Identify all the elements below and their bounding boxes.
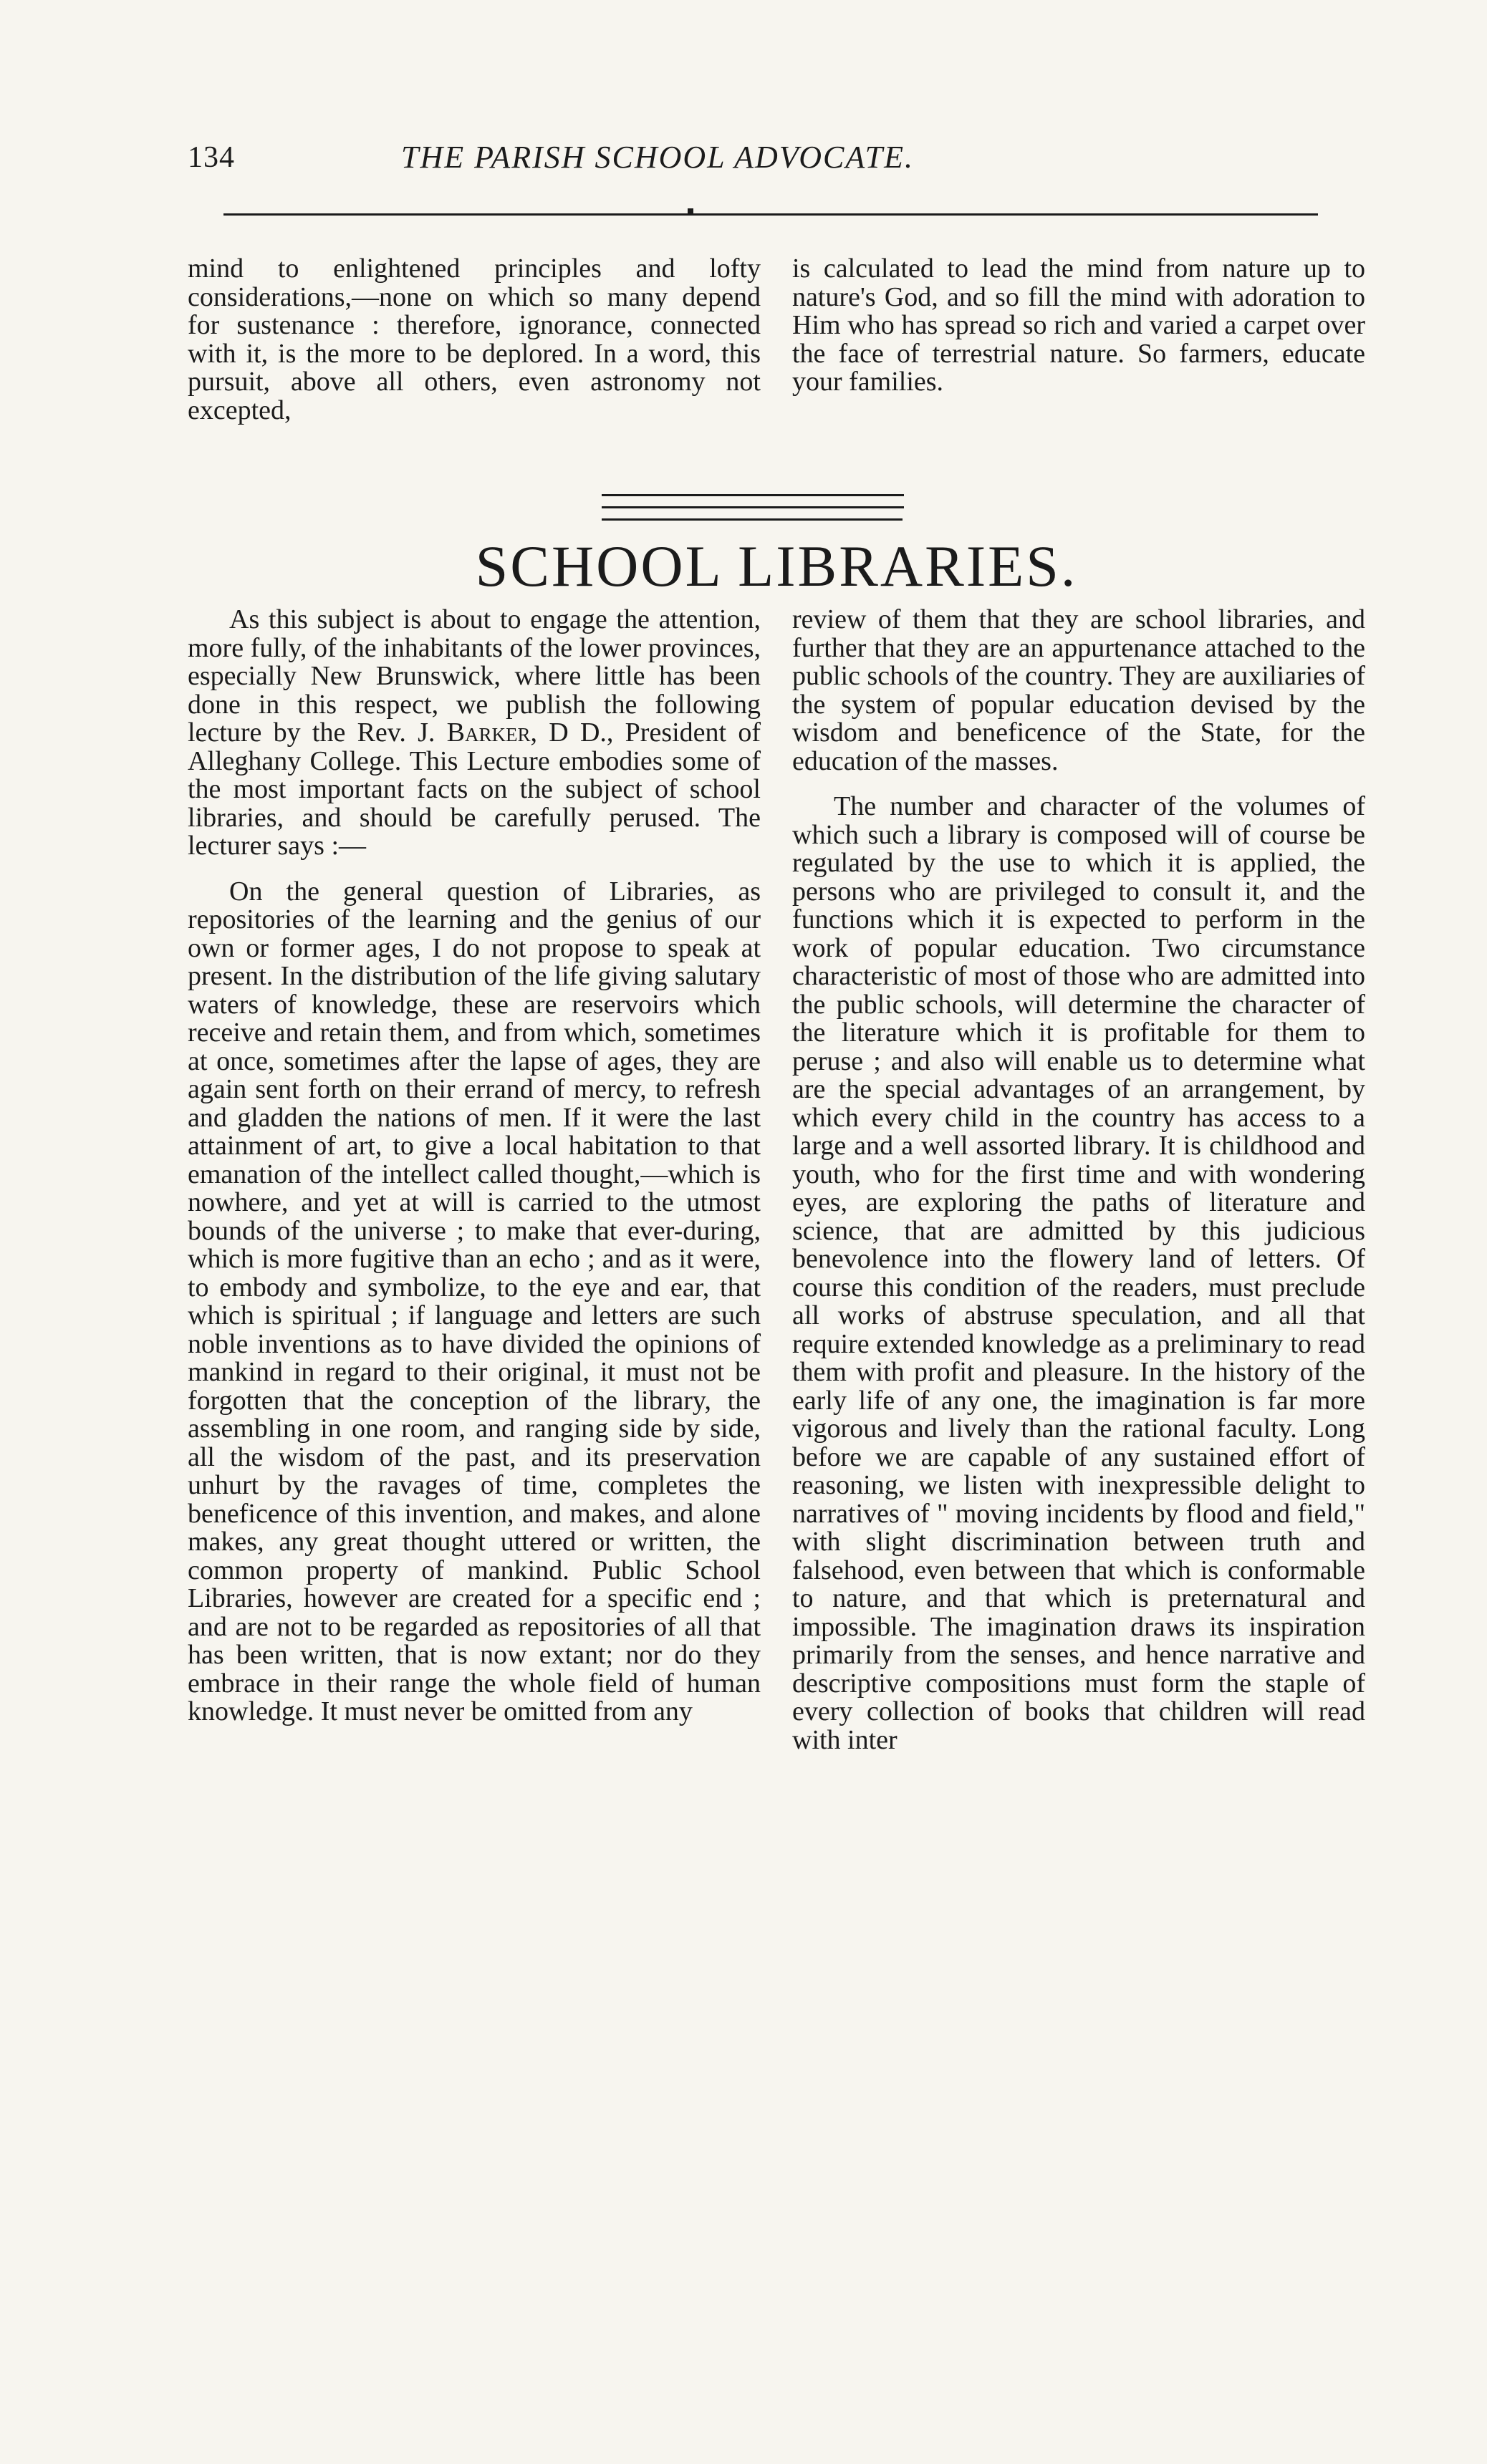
article-right-column: [792, 606, 1365, 1754]
section-divider-rule: [602, 506, 904, 508]
continuation-left-text: mind to enlightened principles and lofty considerations,—none on which so many depend for sustenance : therefore, ignorance, connected with it, is the more to be deplored. In a word, this pursuit, above all others, even astronomy not excepted,: [188, 253, 761, 425]
continuation-right-text: is calculated to lead the mind from nature up to nature's God, and so fill the mind with adoration to Him who has spread so rich and varied a carpet over the face of terrestrial nature. So farmers, educate your families.: [792, 253, 1365, 397]
page-number: 134: [188, 141, 235, 174]
article-paragraph: review of them that they are school libraries, and further that they are an appurtenance attached to the public schools of the country. They are auxiliaries of the system of popular education devised by the wisdom and beneficence of the State, for the education of the masses.: [792, 604, 1365, 776]
section-divider-rule: [602, 518, 903, 521]
intro-text-part1: As this subject is about to engage the attention, more fully, of the inhabitants of the lower provinces, especially New Brunswick, where little has been done in this respect, we publish the following lecture by the Rev. J.: [188, 604, 761, 748]
article-title: SCHOOL LIBRARIES.: [475, 533, 1078, 599]
running-title: THE PARISH SCHOOL ADVOCATE.: [401, 140, 914, 175]
intro-text-part2: , D D., President of Alleghany College. This Lecture embodies some of the most important facts on the subject of school libraries, and should be carefully perused. The lecturer says :—: [188, 718, 761, 861]
lecturer-name: Barker: [446, 718, 531, 748]
continuation-left-column: [188, 255, 761, 425]
article-paragraph: The number and character of the volumes of which such a library is composed will of course be regulated by the use to which it is applied, the persons who are privileged to consult it, and the functions which it is expected to perform in the work of popular education. Two circumstance characteristic of most of those who are admitted into the public schools, will determine the character of the literature which it is profitable for them to peruse ; and also will enable us to determine what are the special advantages of an arrangement, by which every child in the country has access to a large and a well assorted library. It is childhood and youth, who for the first time and with wondering eyes, are exploring the paths of literature and science, that are admitted by this judicious benevolence into the flowery land of letters. Of course this condition of the readers, must preclude all works of abstruse speculation, and all that require extended knowledge as a preliminary to read them with profit and pleasure. In the history of the early life of any one, the imagination is far more vigorous and lively than the rational faculty. Long before we are capable of any sustained effort of reasoning, we listen with inexpressible delight to narratives of " moving incidents by flood and field," with slight discrimination between truth and falsehood, even between that which is conformable to nature, and that which is preternatural and impossible. The imagination draws its inspiration primarily from the senses, and hence narrative and descriptive compositions must form the staple of every collection of books that children will read with inter: [792, 791, 1365, 1755]
article-intro-paragraph: [188, 606, 761, 861]
article-paragraph: On the general question of Libraries, as repositories of the learning and the genius of our own or former ages, I do not propose to speak at present. In the distribution of the life giving salutary waters of knowledge, these are reservoirs which receive and retain them, and from which, sometimes at once, sometimes after the lapse of ages, they are again sent forth on their errand of mercy, to refresh and gladden the nations of men. If it were the last attainment of art, to give a local habitation to that emanation of the intellect called thought,—which is nowhere, and yet at will is carried to the utmost bounds of the universe ; to make that ever-during, which is more fugitive than an echo ; and as it were, to embody and symbolize, to the eye and ear, that which is spiritual ; if language and letters are such noble inventions as to have divided the opinions of mankind in regard to their original, it must not be forgotten that the conception of the library, the assembling in one room, and ranging side by side, all the wisdom of the past, and its preservation unhurt by the ravages of time, completes the beneficence of this invention, and makes, and alone makes, any great thought uttered or written, the common property of mankind. Public School Libraries, however are created for a specific end ; and are not to be regarded as repositories of all that has been written, that is now extant; nor do they embrace in their range the whole field of human knowledge. It must never be omitted from any: [188, 876, 761, 1726]
header-rule-ornament: [688, 208, 693, 214]
continuation-right-column: [792, 255, 1365, 397]
header-rule: [223, 213, 1318, 216]
section-divider-rule: [602, 494, 904, 496]
article-left-column: [188, 606, 761, 1726]
